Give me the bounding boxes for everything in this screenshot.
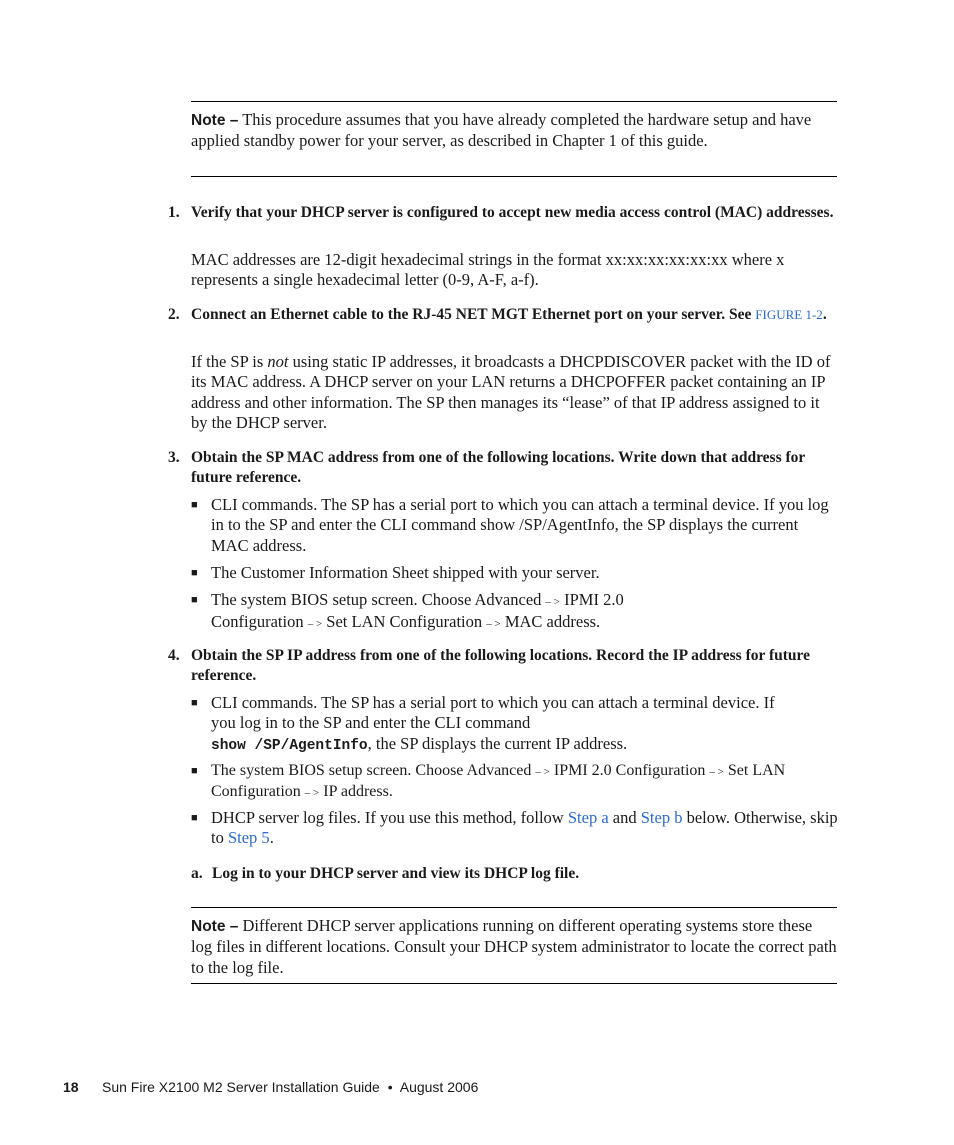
- text: IP address.: [319, 783, 393, 801]
- substep-title: Log in to your DHCP server and view its DHCP log file.: [212, 865, 580, 882]
- step-title: Obtain the SP IP address from one of the following locations. Record the IP address for future reference.: [191, 647, 811, 685]
- arrow-icon: – >: [307, 618, 323, 631]
- text: IPMI 2.0 Configuration: [549, 762, 710, 779]
- text: The system BIOS setup screen. Choose Advanced: [211, 590, 546, 609]
- step-b-link[interactable]: Step b: [640, 808, 683, 827]
- bullet-text: [211, 808, 839, 849]
- text: The system BIOS setup screen. Choose Advanced: [211, 762, 536, 779]
- note-label: Note –: [191, 112, 239, 129]
- text: Configuration: [211, 612, 308, 632]
- text: Set LAN Configuration: [211, 762, 786, 801]
- step-number: 2.: [168, 306, 180, 323]
- bullet-icon: ■: [191, 765, 198, 777]
- footer-title: [102, 1079, 478, 1095]
- note-box: [191, 101, 837, 177]
- bullet-icon: ■: [191, 697, 198, 709]
- note-box: [191, 907, 837, 984]
- footer-separator: •: [387, 1079, 393, 1095]
- text: below. Otherwise, skip to: [211, 808, 838, 848]
- footer-date: August 2006: [399, 1079, 479, 1095]
- text: Set LAN Configuration: [322, 612, 487, 632]
- text: and: [608, 808, 641, 827]
- bullet-text: [211, 693, 803, 756]
- note-text: This procedure assumes that you have already completed the hardware setup and have applied standby power for your server, as described in Chapter 1 of this guide.: [191, 110, 812, 151]
- book-title: Sun Fire X2100 M2 Server Installation Guide: [102, 1079, 380, 1095]
- step-a-link[interactable]: Step a: [567, 808, 609, 827]
- step-title-text: Connect an Ethernet cable to the RJ-45 NET MGT Ethernet port on your server. See: [191, 306, 756, 323]
- text: IPMI 2.0: [560, 590, 624, 609]
- figure-link[interactable]: FIGURE 1-2: [755, 307, 823, 322]
- text: , the SP displays the current IP address.: [367, 733, 628, 753]
- arrow-icon: – >: [486, 618, 501, 631]
- body-emphasis: not: [267, 352, 289, 371]
- page-number: 18: [63, 1079, 79, 1095]
- step-title: Obtain the SP MAC address from one of the following locations. Write down that address for future reference.: [191, 449, 805, 487]
- bullet-icon: ■: [191, 499, 198, 511]
- step-title: Verify that your DHCP server is configured to accept new media access control (MAC) addresses.: [191, 204, 834, 221]
- bullet-text: [211, 761, 839, 804]
- bullet-icon: ■: [191, 812, 198, 824]
- arrow-icon: – >: [709, 766, 724, 778]
- text: MAC address.: [500, 612, 601, 632]
- step-5-link[interactable]: Step 5: [227, 828, 270, 848]
- text: .: [269, 828, 274, 848]
- bullet-text: The Customer Information Sheet shipped with your server.: [211, 563, 600, 582]
- body-text: If the SP is: [191, 352, 268, 371]
- note-text: Different DHCP server applications running on different operating systems store these log files in different locations. Consult your DHCP system administrator to locate the correct path to the log file.: [191, 916, 837, 977]
- text: CLI commands. The SP has a serial port to which you can attach a terminal device. If you log in to the SP and enter the CLI command: [211, 693, 775, 733]
- text: DHCP server log files. If you use this method, follow: [211, 808, 568, 827]
- substep-label: a.: [191, 865, 203, 882]
- step-title-end: .: [822, 306, 827, 323]
- step-number: 4.: [168, 647, 180, 664]
- step-number: 3.: [168, 449, 180, 466]
- note-label: Note –: [191, 918, 239, 935]
- step-number: 1.: [168, 204, 180, 221]
- bullet-icon: ■: [191, 567, 198, 579]
- arrow-icon: – >: [535, 766, 550, 778]
- step-body: MAC addresses are 12-digit hexadecimal strings in the format xx:xx:xx:xx:xx:xx where x represents a single hexadecimal letter (0-9, A-F, a-f).: [191, 250, 785, 290]
- bullet-icon: ■: [191, 594, 198, 606]
- cli-command: show /SP/AgentInfo: [211, 737, 368, 754]
- bullet-text: [211, 590, 839, 635]
- arrow-icon: – >: [545, 596, 560, 608]
- step-body: [191, 352, 831, 434]
- arrow-icon: – >: [304, 787, 320, 800]
- body-text: using static IP addresses, it broadcasts a DHCPDISCOVER packet with the ID of its MAC address. A DHCP server on your LAN returns a DHCPOFFER packet containing an IP address and other information. The SP then manages its “lease” of that IP address assigned to it by the DHCP server.: [191, 352, 831, 433]
- bullet-text: CLI commands. The SP has a serial port to which you can attach a terminal device. If you log in to the SP and enter the CLI command show /SP/AgentInfo, the SP displays the current MAC address.: [211, 495, 829, 555]
- step-title: [191, 305, 839, 325]
